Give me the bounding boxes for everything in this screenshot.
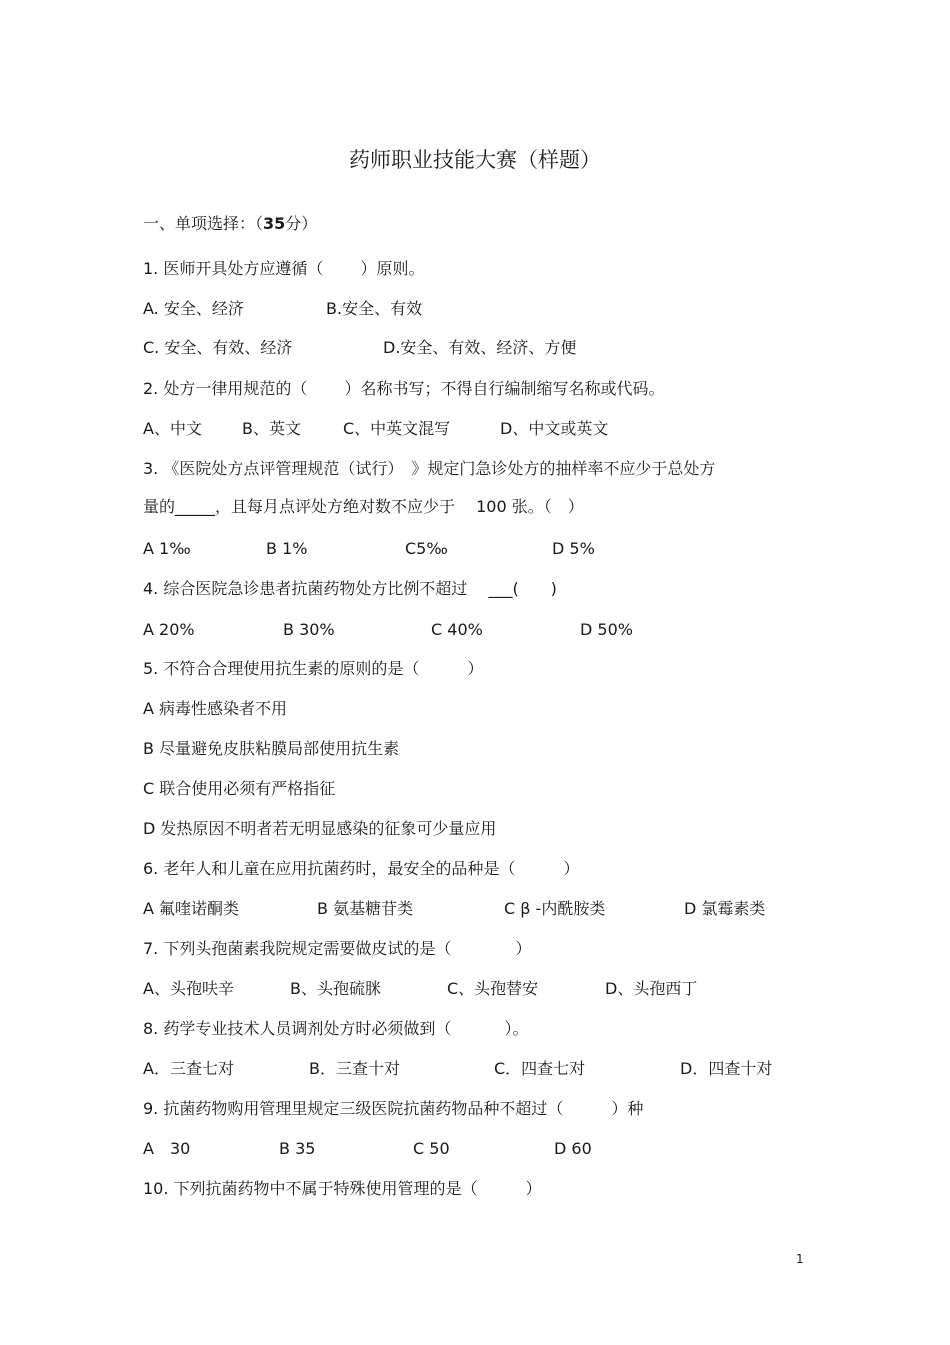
question-3-text: 3. 《医院处方点评管理规范（试行） 》规定门急诊处方的抽样率不应少于总处方 (143, 459, 716, 478)
option-c: C、中英文混写 (343, 419, 451, 438)
question-1-options-row2 (143, 337, 803, 359)
option-c: C. 安全、有效、经济 (143, 338, 293, 357)
document-title: 药师职业技能大赛（样题） (349, 148, 601, 172)
option-a: A．三查七对 (143, 1059, 234, 1078)
question-5-option-a: A 病毒性感染者不用 (143, 699, 288, 718)
question-5-option-c: C 联合使用必须有严格指征 (143, 779, 336, 798)
question-7-options (143, 978, 803, 1000)
option-c: C．四查七对 (494, 1059, 586, 1078)
question-1-options-row1 (143, 298, 803, 320)
option-d: D、中文或英文 (500, 419, 609, 438)
option-a: A、中文 (143, 419, 202, 438)
option-d: D 60 (554, 1139, 592, 1158)
question-7-text: 7. 下列头孢菌素我院规定需要做皮试的是（ ） (143, 939, 532, 958)
option-a: A 20% (143, 620, 195, 639)
option-c: C 50 (413, 1139, 450, 1158)
option-d: D 氯霉素类 (684, 899, 766, 918)
question-9-options (143, 1138, 803, 1160)
question-1-text: 1. 医师开具处方应遵循（ ）原则。 (143, 259, 425, 278)
question-2-options (143, 418, 803, 440)
option-a: A 1‰ (143, 539, 191, 558)
question-4-text: 4. 综合医院急诊患者抗菌药物处方比例不超过 ___( ) (143, 579, 557, 598)
question-6-options (143, 898, 803, 920)
option-c: C 40% (431, 620, 483, 639)
option-b: B.安全、有效 (326, 299, 423, 318)
option-a: A 氟喹诺酮类 (143, 899, 240, 918)
option-b: B 氨基糖苷类 (317, 899, 414, 918)
option-b: B、头孢硫脒 (290, 979, 381, 998)
option-d: D.安全、有效、经济、方便 (383, 338, 577, 357)
option-b: B．三查十对 (309, 1059, 400, 1078)
question-2-text: 2. 处方一律用规范的（ ）名称书写；不得自行编制缩写名称或代码。 (143, 379, 665, 398)
question-10-text: 10. 下列抗菌药物中不属于特殊使用管理的是（ ） (143, 1179, 542, 1198)
option-c: C、头孢替安 (447, 979, 539, 998)
option-c: C β -内酰胺类 (504, 899, 606, 918)
question-3-options (143, 538, 803, 560)
option-d: D 50% (580, 620, 633, 639)
question-5-option-b: B 尽量避免皮肤粘膜局部使用抗生素 (143, 739, 400, 758)
question-8-text: 8. 药学专业技术人员调剂处方时必须做到（ ）。 (143, 1019, 529, 1038)
question-5-text: 5. 不符合合理使用抗生素的原则的是（ ） (143, 659, 484, 678)
section-prefix: 一、单项选择：（ (143, 214, 264, 233)
option-a: A. 安全、经济 (143, 299, 244, 318)
section-suffix: 分） (285, 214, 318, 233)
section-points: 35 (263, 214, 286, 233)
option-b: B 1% (266, 539, 308, 558)
question-3-text-continued: 量的_____，且每月点评处方绝对数不应少于 100 张。（ ） (143, 497, 584, 516)
option-a: A、头孢呋辛 (143, 979, 234, 998)
question-8-options (143, 1058, 803, 1080)
option-b: B 35 (279, 1139, 316, 1158)
question-6-text: 6. 老年人和儿童在应用抗菌药时，最安全的品种是（ ） (143, 859, 580, 878)
option-d: D、头孢西丁 (605, 979, 698, 998)
section-heading (143, 213, 317, 235)
option-b: B 30% (283, 620, 335, 639)
page-number: 1 (796, 1252, 804, 1266)
option-d: D 5% (552, 539, 595, 558)
question-9-text: 9. 抗菌药物购用管理里规定三级医院抗菌药物品种不超过（ ）种 (143, 1099, 644, 1118)
option-d: D．四查十对 (680, 1059, 773, 1078)
question-4-options (143, 619, 803, 641)
option-c: C5‰ (405, 539, 448, 558)
option-b: B、英文 (242, 419, 301, 438)
question-5-option-d: D 发热原因不明者若无明显感染的征象可少量应用 (143, 819, 497, 838)
option-a: A 30 (143, 1139, 191, 1158)
